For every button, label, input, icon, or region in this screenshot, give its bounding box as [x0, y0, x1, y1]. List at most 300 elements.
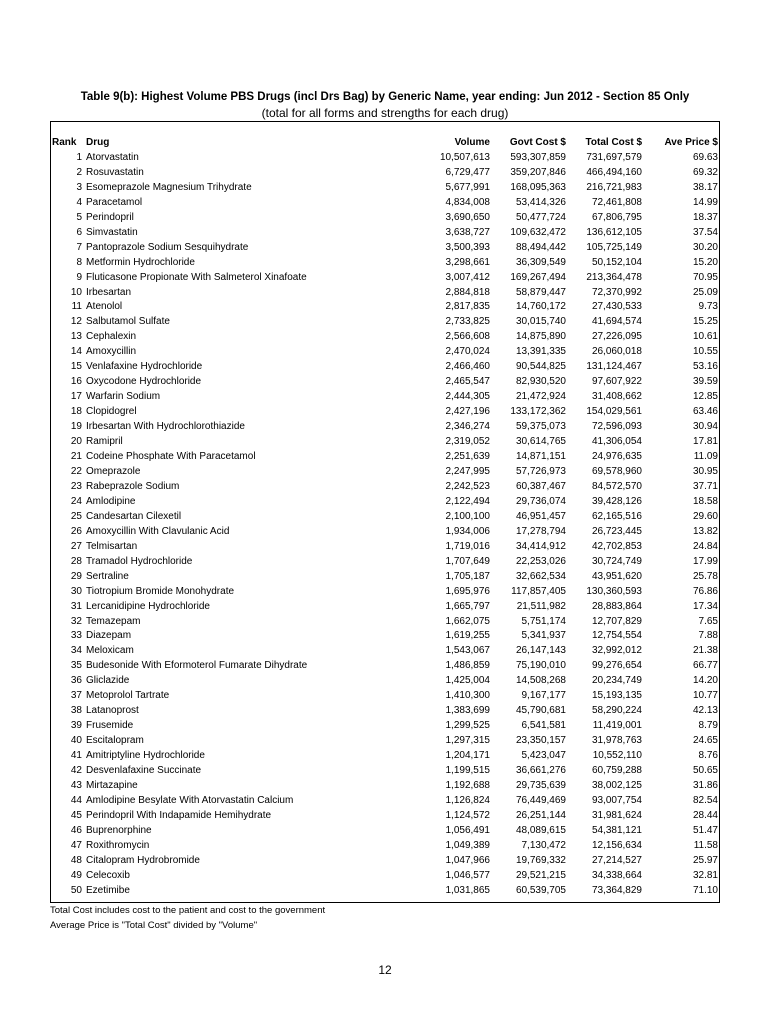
header-rank: Rank — [52, 137, 77, 148]
cell-drug: Oxycodone Hydrochloride — [86, 376, 202, 388]
cell-total-cost: 105,725,149 — [586, 241, 642, 253]
cell-total-cost: 42,702,853 — [591, 540, 642, 552]
table-row — [52, 674, 718, 689]
cell-rank: 39 — [70, 720, 82, 732]
cell-total-cost: 131,124,467 — [586, 361, 642, 373]
cell-drug: Atenolol — [86, 301, 123, 313]
table-row — [52, 600, 718, 615]
cell-ave-price: 13.82 — [692, 525, 718, 537]
table-row — [52, 585, 718, 600]
cell-ave-price: 25.78 — [692, 570, 718, 582]
cell-ave-price: 21.38 — [692, 645, 718, 657]
cell-rank: 18 — [70, 406, 82, 418]
cell-ave-price: 66.77 — [692, 660, 718, 672]
cell-total-cost: 62,165,516 — [591, 510, 642, 522]
cell-drug: Ramipril — [86, 436, 123, 448]
cell-govt-cost: 13,391,335 — [515, 346, 566, 358]
cell-rank: 21 — [70, 451, 82, 463]
cell-govt-cost: 117,857,405 — [511, 585, 566, 597]
cell-drug: Metformin Hydrochloride — [86, 256, 195, 268]
table-row — [52, 629, 718, 644]
cell-volume: 1,705,187 — [445, 570, 490, 582]
cell-rank: 28 — [70, 555, 82, 567]
cell-drug: Perindopril — [86, 211, 134, 223]
table-body — [52, 151, 718, 899]
table-title: Table 9(b): Highest Volume PBS Drugs (incl Drs Bag) by Generic Name, year ending: Jun 2012 - Section 85 Only — [80, 91, 690, 103]
footnote-average-price: Average Price is "Total Cost" divided by "Volume" — [50, 920, 258, 931]
cell-total-cost: 50,152,104 — [591, 256, 642, 268]
cell-govt-cost: 58,879,447 — [515, 286, 566, 298]
cell-govt-cost: 29,521,215 — [515, 869, 566, 881]
cell-volume: 1,383,699 — [445, 705, 490, 717]
cell-total-cost: 41,694,574 — [591, 316, 642, 328]
table-row — [52, 345, 718, 360]
table-row — [52, 286, 718, 301]
cell-govt-cost: 36,309,549 — [515, 256, 566, 268]
cell-volume: 1,046,577 — [445, 869, 490, 881]
cell-govt-cost: 6,541,581 — [521, 720, 566, 732]
cell-volume: 1,410,300 — [445, 690, 490, 702]
table-row — [52, 435, 718, 450]
table-row — [52, 450, 718, 465]
table-row — [52, 226, 718, 241]
cell-total-cost: 31,981,624 — [591, 809, 642, 821]
cell-govt-cost: 57,726,973 — [515, 465, 566, 477]
cell-volume: 1,543,067 — [445, 645, 490, 657]
cell-govt-cost: 14,875,890 — [515, 331, 566, 343]
table-row — [52, 241, 718, 256]
page-number: 12 — [378, 963, 392, 977]
cell-total-cost: 26,723,445 — [591, 525, 642, 537]
cell-ave-price: 25.97 — [692, 854, 718, 866]
cell-ave-price: 30.94 — [692, 421, 718, 433]
table-row — [52, 779, 718, 794]
cell-govt-cost: 29,735,639 — [515, 779, 566, 791]
cell-volume: 1,695,976 — [445, 585, 490, 597]
cell-volume: 3,007,412 — [445, 271, 490, 283]
cell-ave-price: 42.13 — [692, 705, 718, 717]
cell-volume: 2,817,835 — [445, 301, 490, 313]
table-row — [52, 256, 718, 271]
cell-drug: Diazepam — [86, 630, 132, 642]
cell-total-cost: 72,370,992 — [591, 286, 642, 298]
cell-ave-price: 24.84 — [692, 540, 718, 552]
cell-ave-price: 17.99 — [692, 555, 718, 567]
cell-govt-cost: 133,172,362 — [510, 406, 566, 418]
table-row — [52, 375, 718, 390]
cell-rank: 4 — [76, 196, 82, 208]
table-row — [52, 615, 718, 630]
cell-volume: 3,638,727 — [445, 226, 490, 238]
cell-ave-price: 18.37 — [692, 211, 718, 223]
cell-drug: Cephalexin — [86, 331, 137, 343]
cell-drug: Simvastatin — [86, 226, 138, 238]
cell-govt-cost: 7,130,472 — [521, 839, 566, 851]
table-row — [52, 315, 718, 330]
cell-rank: 44 — [70, 794, 82, 806]
cell-drug: Ezetimibe — [86, 884, 130, 896]
cell-total-cost: 12,754,554 — [591, 630, 642, 642]
cell-govt-cost: 90,544,825 — [515, 361, 566, 373]
cell-volume: 2,470,024 — [445, 346, 490, 358]
cell-drug: Codeine Phosphate With Paracetamol — [86, 451, 256, 463]
cell-rank: 6 — [76, 226, 82, 238]
table-row — [52, 271, 718, 286]
header-total-cost: Total Cost $ — [585, 137, 642, 148]
cell-govt-cost: 53,414,326 — [515, 196, 566, 208]
cell-total-cost: 34,338,664 — [591, 869, 642, 881]
cell-govt-cost: 26,251,144 — [515, 809, 566, 821]
cell-ave-price: 70.95 — [692, 271, 718, 283]
cell-rank: 32 — [70, 615, 82, 627]
cell-volume: 2,427,196 — [445, 406, 490, 418]
cell-rank: 38 — [70, 705, 82, 717]
cell-rank: 46 — [70, 824, 82, 836]
cell-ave-price: 53.16 — [692, 361, 718, 373]
cell-ave-price: 12.85 — [692, 391, 718, 403]
cell-ave-price: 69.63 — [692, 151, 718, 163]
cell-ave-price: 24.65 — [692, 735, 718, 747]
table-row — [52, 794, 718, 809]
cell-ave-price: 69.32 — [692, 166, 718, 178]
cell-ave-price: 31.86 — [692, 779, 718, 791]
cell-volume: 3,500,393 — [445, 241, 490, 253]
cell-volume: 2,466,460 — [445, 361, 490, 373]
cell-volume: 2,247,995 — [445, 465, 490, 477]
cell-volume: 1,056,491 — [445, 824, 490, 836]
cell-govt-cost: 22,253,026 — [515, 555, 566, 567]
cell-rank: 25 — [70, 510, 82, 522]
cell-rank: 35 — [70, 660, 82, 672]
table-row — [52, 330, 718, 345]
cell-volume: 1,299,525 — [445, 720, 490, 732]
cell-drug: Citalopram Hydrobromide — [86, 854, 200, 866]
cell-ave-price: 29.60 — [692, 510, 718, 522]
table-row — [52, 540, 718, 555]
cell-drug: Amlodipine Besylate With Atorvastatin Calcium — [86, 794, 294, 806]
cell-govt-cost: 593,307,859 — [510, 151, 566, 163]
cell-govt-cost: 46,951,457 — [515, 510, 566, 522]
cell-govt-cost: 32,662,534 — [515, 570, 566, 582]
cell-rank: 43 — [70, 779, 82, 791]
cell-drug: Venlafaxine Hydrochloride — [86, 361, 203, 373]
cell-total-cost: 58,290,224 — [591, 705, 642, 717]
table-row — [52, 884, 718, 899]
cell-drug: Meloxicam — [86, 645, 134, 657]
cell-total-cost: 130,360,593 — [586, 585, 642, 597]
cell-ave-price: 32.81 — [692, 869, 718, 881]
table-row — [52, 480, 718, 495]
cell-rank: 48 — [70, 854, 82, 866]
cell-total-cost: 27,226,095 — [591, 331, 642, 343]
cell-govt-cost: 45,790,681 — [515, 705, 566, 717]
cell-drug: Amoxycillin — [86, 346, 137, 358]
cell-volume: 1,665,797 — [445, 600, 490, 612]
table-header-row — [52, 136, 718, 151]
cell-volume: 2,122,494 — [445, 495, 490, 507]
table-row — [52, 360, 718, 375]
table-row — [52, 196, 718, 211]
cell-total-cost: 24,976,635 — [591, 451, 642, 463]
cell-total-cost: 41,306,054 — [591, 436, 642, 448]
table-row — [52, 719, 718, 734]
cell-ave-price: 11.58 — [693, 839, 718, 851]
cell-ave-price: 11.09 — [693, 451, 718, 463]
cell-rank: 22 — [70, 465, 82, 477]
cell-govt-cost: 76,449,469 — [515, 794, 566, 806]
cell-total-cost: 31,978,763 — [591, 735, 642, 747]
cell-volume: 2,465,547 — [445, 376, 490, 388]
cell-total-cost: 32,992,012 — [591, 645, 642, 657]
cell-drug: Esomeprazole Magnesium Trihydrate — [86, 181, 252, 193]
cell-ave-price: 7.88 — [698, 630, 718, 642]
cell-volume: 2,100,100 — [445, 510, 490, 522]
cell-drug: Tiotropium Bromide Monohydrate — [86, 585, 235, 597]
cell-volume: 1,204,171 — [445, 750, 490, 762]
cell-ave-price: 37.54 — [692, 226, 718, 238]
cell-ave-price: 38.17 — [692, 181, 718, 193]
cell-govt-cost: 26,147,143 — [515, 645, 566, 657]
cell-volume: 1,124,572 — [445, 809, 490, 821]
cell-govt-cost: 109,632,472 — [510, 226, 566, 238]
cell-rank: 3 — [76, 181, 82, 193]
cell-drug: Salbutamol Sulfate — [86, 316, 170, 328]
cell-ave-price: 51.47 — [692, 824, 718, 836]
cell-ave-price: 14.20 — [692, 675, 718, 687]
cell-total-cost: 27,214,527 — [591, 854, 642, 866]
cell-total-cost: 54,381,121 — [591, 824, 642, 836]
cell-volume: 1,031,865 — [445, 884, 490, 896]
cell-volume: 1,486,859 — [445, 660, 490, 672]
table-row — [52, 166, 718, 181]
cell-govt-cost: 21,472,924 — [515, 391, 566, 403]
table-row — [52, 300, 718, 315]
cell-govt-cost: 9,167,177 — [521, 690, 566, 702]
cell-drug: Rosuvastatin — [86, 166, 144, 178]
cell-total-cost: 12,156,634 — [591, 839, 642, 851]
cell-rank: 14 — [70, 346, 82, 358]
cell-total-cost: 73,364,829 — [591, 884, 642, 896]
cell-rank: 11 — [71, 301, 82, 313]
table-row — [52, 525, 718, 540]
cell-drug: Irbesartan — [86, 286, 132, 298]
cell-rank: 19 — [70, 421, 82, 433]
cell-drug: Perindopril With Indapamide Hemihydrate — [86, 809, 272, 821]
cell-govt-cost: 5,423,047 — [521, 750, 566, 762]
drug-table — [52, 136, 718, 899]
cell-volume: 1,662,075 — [445, 615, 490, 627]
cell-volume: 2,566,608 — [445, 331, 490, 343]
cell-ave-price: 15.25 — [692, 316, 718, 328]
cell-ave-price: 63.46 — [692, 406, 718, 418]
cell-total-cost: 99,276,654 — [591, 660, 642, 672]
cell-ave-price: 7.65 — [698, 615, 718, 627]
footnote-total-cost: Total Cost includes cost to the patient and cost to the government — [50, 905, 326, 916]
cell-drug: Telmisartan — [86, 540, 138, 552]
cell-volume: 1,934,006 — [445, 525, 490, 537]
cell-ave-price: 10.77 — [692, 690, 718, 702]
table-row — [52, 555, 718, 570]
cell-drug: Atorvastatin — [86, 151, 139, 163]
cell-volume: 2,884,818 — [445, 286, 490, 298]
cell-rank: 41 — [70, 750, 82, 762]
cell-drug: Amoxycillin With Clavulanic Acid — [86, 525, 230, 537]
cell-govt-cost: 88,494,442 — [515, 241, 566, 253]
table-row — [52, 839, 718, 854]
cell-drug: Latanoprost — [86, 705, 139, 717]
cell-volume: 1,719,016 — [445, 540, 490, 552]
cell-govt-cost: 29,736,074 — [515, 495, 566, 507]
cell-ave-price: 10.61 — [692, 331, 718, 343]
cell-volume: 4,834,008 — [445, 196, 490, 208]
cell-govt-cost: 169,267,494 — [510, 271, 566, 283]
cell-drug: Desvenlafaxine Succinate — [86, 765, 202, 777]
cell-rank: 37 — [70, 690, 82, 702]
cell-total-cost: 216,721,983 — [586, 181, 642, 193]
cell-drug: Omeprazole — [86, 465, 141, 477]
cell-volume: 1,707,649 — [445, 555, 490, 567]
cell-govt-cost: 19,769,332 — [515, 854, 566, 866]
cell-drug: Celecoxib — [86, 869, 130, 881]
cell-volume: 1,047,966 — [445, 854, 490, 866]
cell-drug: Roxithromycin — [86, 839, 150, 851]
cell-total-cost: 136,612,105 — [586, 226, 642, 238]
cell-ave-price: 17.34 — [692, 600, 718, 612]
cell-govt-cost: 14,508,268 — [515, 675, 566, 687]
cell-rank: 8 — [76, 256, 82, 268]
cell-drug: Fluticasone Propionate With Salmeterol Xinafoate — [86, 271, 307, 283]
table-row — [52, 809, 718, 824]
cell-rank: 47 — [70, 839, 82, 851]
cell-total-cost: 26,060,018 — [591, 346, 642, 358]
cell-rank: 31 — [70, 600, 82, 612]
cell-govt-cost: 82,930,520 — [515, 376, 566, 388]
cell-rank: 34 — [70, 645, 82, 657]
cell-govt-cost: 75,190,010 — [515, 660, 566, 672]
cell-volume: 1,049,389 — [445, 839, 490, 851]
table-row — [52, 495, 718, 510]
header-ave-price: Ave Price $ — [664, 137, 718, 148]
cell-drug: Buprenorphine — [86, 824, 152, 836]
cell-rank: 49 — [70, 869, 82, 881]
cell-ave-price: 8.76 — [698, 750, 718, 762]
cell-drug: Sertraline — [86, 570, 129, 582]
cell-govt-cost: 50,477,724 — [515, 211, 566, 223]
cell-ave-price: 39.59 — [692, 376, 718, 388]
cell-rank: 36 — [70, 675, 82, 687]
cell-drug: Temazepam — [86, 615, 141, 627]
header-drug: Drug — [86, 137, 110, 148]
cell-drug: Lercanidipine Hydrochloride — [86, 600, 210, 612]
cell-total-cost: 12,707,829 — [591, 615, 642, 627]
cell-total-cost: 731,697,579 — [586, 151, 642, 163]
cell-drug: Irbesartan With Hydrochlorothiazide — [86, 421, 245, 433]
cell-govt-cost: 14,760,172 — [515, 301, 566, 313]
table-row — [52, 405, 718, 420]
cell-ave-price: 8.79 — [698, 720, 718, 732]
table-row — [52, 704, 718, 719]
cell-govt-cost: 359,207,846 — [510, 166, 566, 178]
cell-total-cost: 10,552,110 — [592, 750, 642, 762]
cell-ave-price: 15.20 — [692, 256, 718, 268]
cell-total-cost: 38,002,125 — [591, 779, 642, 791]
cell-ave-price: 71.10 — [692, 884, 718, 896]
cell-rank: 10 — [70, 286, 82, 298]
cell-rank: 26 — [70, 525, 82, 537]
cell-drug: Paracetamol — [86, 196, 143, 208]
cell-ave-price: 50.65 — [692, 765, 718, 777]
cell-drug: Escitalopram — [86, 735, 144, 747]
cell-volume: 2,251,639 — [445, 451, 490, 463]
cell-total-cost: 20,234,749 — [591, 675, 642, 687]
cell-volume: 1,297,315 — [445, 735, 490, 747]
cell-rank: 33 — [70, 630, 82, 642]
cell-govt-cost: 48,089,615 — [515, 824, 566, 836]
cell-ave-price: 30.20 — [692, 241, 718, 253]
table-row — [52, 734, 718, 749]
cell-total-cost: 93,007,754 — [591, 794, 642, 806]
table-subtitle: (total for all forms and strengths for each drug) — [261, 106, 509, 120]
cell-rank: 16 — [70, 376, 82, 388]
cell-drug: Candesartan Cilexetil — [86, 510, 182, 522]
cell-rank: 5 — [76, 211, 82, 223]
cell-rank: 9 — [76, 271, 82, 283]
cell-rank: 24 — [70, 495, 82, 507]
cell-rank: 40 — [70, 735, 82, 747]
cell-volume: 3,690,650 — [445, 211, 490, 223]
cell-rank: 7 — [76, 241, 82, 253]
cell-total-cost: 466,494,160 — [586, 166, 642, 178]
cell-govt-cost: 5,751,174 — [521, 615, 566, 627]
header-govt-cost: Govt Cost $ — [509, 137, 566, 148]
cell-govt-cost: 60,387,467 — [515, 480, 566, 492]
table-row — [52, 465, 718, 480]
cell-drug: Amitriptyline Hydrochloride — [86, 750, 205, 762]
cell-volume: 1,199,515 — [445, 765, 490, 777]
cell-total-cost: 72,461,808 — [591, 196, 642, 208]
cell-ave-price: 76.86 — [692, 585, 718, 597]
cell-ave-price: 14.99 — [692, 196, 718, 208]
cell-govt-cost: 59,375,073 — [515, 421, 566, 433]
table-row — [52, 659, 718, 674]
cell-total-cost: 84,572,570 — [591, 480, 642, 492]
table-row — [52, 151, 718, 166]
cell-govt-cost: 36,661,276 — [515, 765, 566, 777]
cell-ave-price: 28.44 — [692, 809, 718, 821]
cell-rank: 17 — [70, 391, 82, 403]
cell-govt-cost: 168,095,363 — [510, 181, 566, 193]
table-row — [52, 420, 718, 435]
cell-drug: Budesonide With Eformoterol Fumarate Dihydrate — [86, 660, 308, 672]
cell-volume: 2,319,052 — [445, 436, 490, 448]
cell-drug: Warfarin Sodium — [86, 391, 161, 403]
table-row — [52, 211, 718, 226]
cell-rank: 2 — [76, 166, 82, 178]
cell-volume: 6,729,477 — [445, 166, 490, 178]
table-row — [52, 869, 718, 884]
cell-total-cost: 27,430,533 — [591, 301, 642, 313]
cell-rank: 29 — [70, 570, 82, 582]
cell-rank: 15 — [70, 361, 82, 373]
cell-ave-price: 30.95 — [692, 465, 718, 477]
cell-drug: Tramadol Hydrochloride — [86, 555, 193, 567]
cell-total-cost: 69,578,960 — [591, 465, 642, 477]
cell-total-cost: 213,364,478 — [586, 271, 642, 283]
cell-volume: 5,677,991 — [445, 181, 490, 193]
cell-rank: 20 — [70, 436, 82, 448]
cell-rank: 12 — [70, 316, 82, 328]
cell-volume: 2,733,825 — [445, 316, 490, 328]
